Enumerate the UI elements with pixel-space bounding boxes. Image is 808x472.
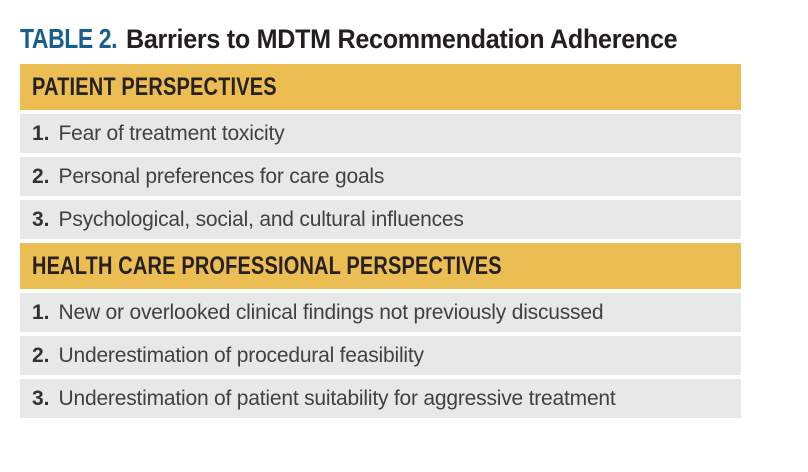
section-header-label: HEALTH CARE PROFESSIONAL PERSPECTIVES [32, 251, 502, 280]
table-row [20, 114, 741, 153]
table-row [20, 293, 741, 332]
row-number: 1. [32, 300, 50, 324]
table-row [20, 336, 741, 375]
section-header-patient-perspectives [20, 64, 741, 110]
row-number: 2. [32, 343, 50, 367]
section-header-health-care-professional-perspectives [20, 243, 741, 289]
table-title-text: Barriers to MDTM Recommendation Adherence [126, 24, 678, 54]
row-number: 1. [32, 121, 50, 145]
row-text: Underestimation of patient suitability for aggressive treatment [58, 386, 616, 410]
row-text: Underestimation of procedural feasibility [58, 343, 424, 367]
row-text: Personal preferences for care goals [58, 164, 385, 188]
row-number: 2. [32, 164, 50, 188]
row-number: 3. [32, 207, 50, 231]
table-row [20, 379, 741, 418]
section-header-label: PATIENT PERSPECTIVES [32, 72, 277, 101]
row-text: Fear of treatment toxicity [58, 121, 285, 145]
table-title [20, 23, 719, 55]
row-text: New or overlooked clinical findings not previously discussed [58, 300, 604, 324]
table-number-label: TABLE 2. [20, 23, 118, 54]
table-row [20, 200, 741, 239]
row-number: 3. [32, 386, 50, 410]
table-row [20, 157, 741, 196]
row-text: Psychological, social, and cultural influences [58, 207, 464, 231]
barriers-table [20, 64, 741, 422]
